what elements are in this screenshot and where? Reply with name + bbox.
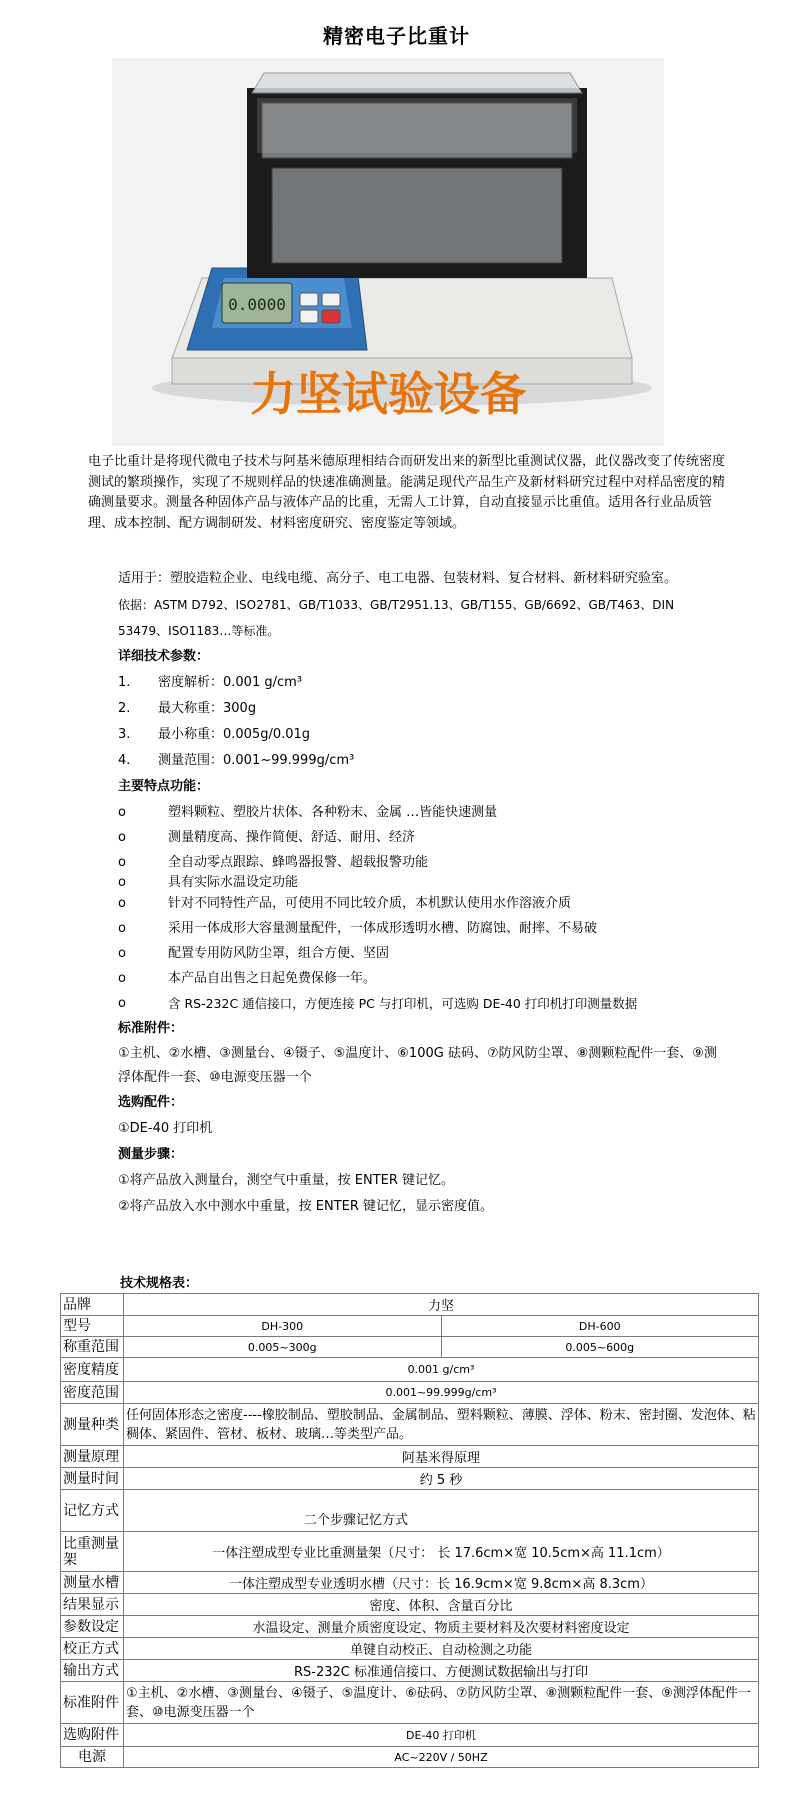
table-row: 密度精度 0.001 g/cm³: [61, 1358, 759, 1382]
list-item: o 配置专用防风防尘罩，组合方便、坚固: [118, 946, 390, 961]
density-meter-image: [112, 58, 664, 446]
list-item: o 针对不同特性产品，可使用不同比较介质，本机默认使用水作溶液介质: [118, 896, 572, 911]
page-title: 精密电子比重计: [323, 24, 470, 48]
table-row: 校正方式 单键自动校正、自动检测之功能: [61, 1638, 759, 1660]
table-row: 密度范围 0.001~99.999g/cm³: [61, 1382, 759, 1404]
table-row: 测量时间 约 5 秒: [61, 1468, 759, 1490]
intro-paragraph: 电子比重计是将现代微电子技术与阿基米德原理相结合而研发出来的新型比重测试仪器，此仪器改变了传统密度测试的繁琐操作，实现了不规则样品的快速准确测量。能满足现代产品生产及新材料研究过程中对样品密度的精确测量要求。测量各种固体产品与液体产品的比重，无需人工计算，自动直接显示比重值。适用各行业品质管理、成本控制、配方调制研发、材料密度研究、密度鉴定等领域。: [88, 454, 726, 531]
product-photo: [112, 58, 664, 446]
table-row: 型号 DH-300 DH-600: [61, 1316, 759, 1337]
list-item: o 含 RS-232C 通信接口，方便连接 PC 与打印机，可选购 DE-40 打印机打印测量数据: [118, 996, 638, 1011]
list-item: o 塑料颗粒、塑胶片状体、各种粉末、金属 …皆能快速测量: [118, 805, 498, 820]
table-row: 测量水槽 一体注塑成型专业透明水槽（尺寸：长 16.9cm×宽 9.8cm×高 8.3cm）: [61, 1572, 759, 1594]
list-item: o 具有实际水温设定功能: [118, 875, 299, 890]
list-item: 3. 最小称重：0.005g/0.01g: [118, 727, 311, 742]
opt-acc-text: ①DE-40 打印机: [118, 1121, 213, 1136]
table-row: 输出方式 RS-232C 标准通信接口、方便测试数据输出与打印: [61, 1660, 759, 1682]
table-row: 品牌 力坚: [61, 1294, 759, 1316]
table-row: 电源 AC~220V / 50HZ: [61, 1747, 759, 1768]
list-item: o 采用一体成形大容量测量配件，一体成形透明水槽、防腐蚀、耐摔、不易破: [118, 921, 598, 936]
table-row: 比重测量架 一体注塑成型专业比重测量架（尺寸： 长 17.6cm×宽 10.5cm×高 11.1cm）: [61, 1532, 759, 1572]
list-item: 1. 密度解析：0.001 g/cm³: [118, 675, 303, 690]
table-row: 选购附件 DE-40 打印机: [61, 1724, 759, 1747]
list-item: o 本产品自出售之日起免费保修一年。: [118, 971, 377, 986]
table-row: 测量原理 阿基米得原理: [61, 1446, 759, 1468]
table-row: 标准附件 ①主机、②水槽、③测量台、④镊子、⑤温度计、⑥砝码、⑦防风防尘罩、⑧测颗粒配件一套、⑨测浮体配件一套、⑩电源变压器一个: [61, 1682, 759, 1724]
lcd-reading: 0.0000: [228, 295, 286, 314]
standards-text: 依据：ASTM D792、ISO2781、GB/T1033、GB/T2951.13、GB/T155、GB/6692、GB/T463、DIN 53479、ISO1183…等标准。: [118, 598, 675, 638]
applicable-text: 适用于：塑胶造粒企业、电线电缆、高分子、电工电器、包装材料、复合材料、新材料研究验室。: [118, 571, 678, 586]
steps-heading: 测量步骤：: [118, 1147, 184, 1162]
table-row: 称重范围 0.005~300g 0.005~600g: [61, 1337, 759, 1358]
table-row: 结果显示 密度、体积、含量百分比: [61, 1594, 759, 1616]
table-row: 记忆方式 二个步骤记忆方式: [61, 1490, 759, 1532]
table-row: 测量种类 任何固体形态之密度----橡胶制品、塑胶制品、金属制品、塑料颗粒、薄膜、浮体、粉末、密封圈、发泡体、粘稠体、紧固件、管材、板材、玻璃…等类型产品。: [61, 1404, 759, 1446]
spec-heading: 技术规格表：: [120, 1276, 199, 1291]
list-item: o 全自动零点跟踪、蜂鸣器报警、超载报警功能: [118, 855, 429, 870]
step-item: ②将产品放入水中测水中重量，按 ENTER 键记忆，显示密度值。: [118, 1199, 494, 1214]
features-heading: 主要特点功能：: [118, 779, 210, 794]
opt-acc-heading: 选购配件：: [118, 1095, 184, 1110]
list-item: 4. 测量范围：0.001~99.999g/cm³: [118, 753, 355, 768]
table-row: 参数设定 水温设定、测量介质密度设定、物质主要材料及次要材料密度设定: [61, 1616, 759, 1638]
std-acc-text: ①主机、②水槽、③测量台、④镊子、⑤温度计、⑥100G 砝码、⑦防风防尘罩、⑧测颗粒配件一套、⑨测浮体配件一套、⑩电源变压器一个: [118, 1046, 717, 1085]
list-item: o 测量精度高、操作简便、舒适、耐用、经济: [118, 830, 416, 845]
step-item: ①将产品放入测量台，测空气中重量，按 ENTER 键记忆。: [118, 1173, 455, 1188]
watermark-text: 力坚试验设备: [250, 367, 526, 421]
params-heading: 详细技术参数：: [118, 649, 210, 664]
std-acc-heading: 标准附件：: [118, 1021, 184, 1036]
spec-table: [60, 1293, 759, 1768]
details-section: [118, 566, 718, 1220]
list-item: 2. 最大称重：300g: [118, 701, 257, 716]
